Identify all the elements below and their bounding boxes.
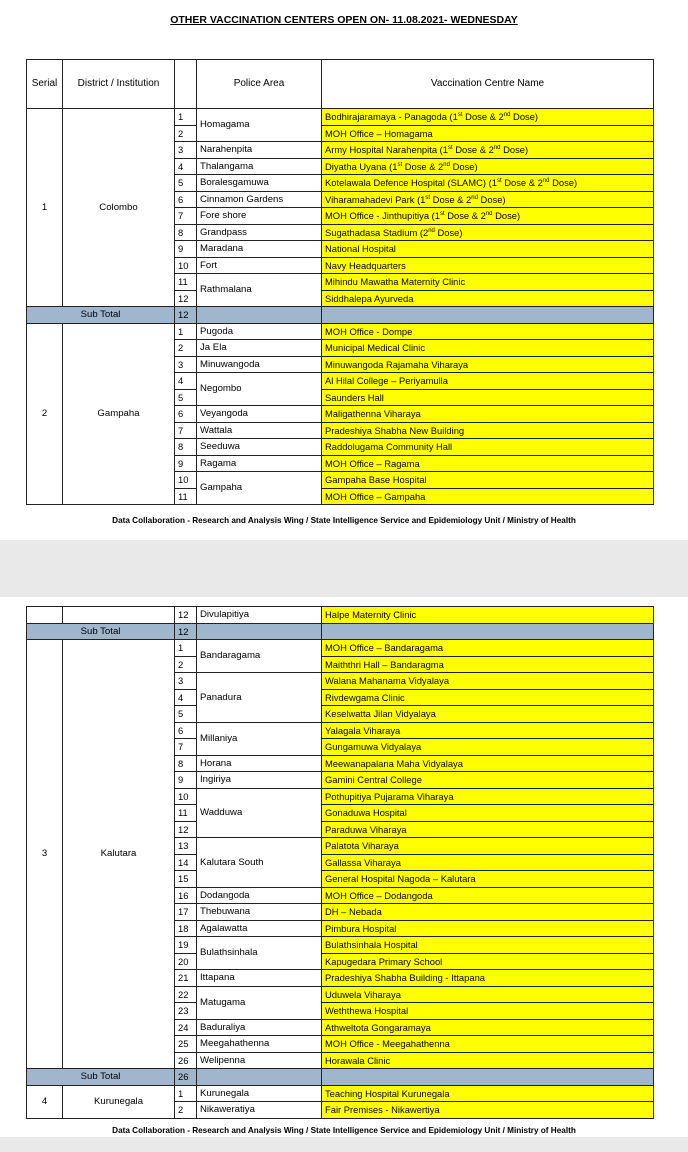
vaccination-centre-cell: Kapugedara Primary School xyxy=(322,953,654,970)
table-row xyxy=(27,323,654,340)
document-title: OTHER VACCINATION CENTERS OPEN ON- 11.08.2021- WEDNESDAY xyxy=(170,14,518,26)
subtotal-empty xyxy=(197,623,322,640)
row-number-cell: 9 xyxy=(175,772,197,789)
subtotal-value: 12 xyxy=(175,623,197,640)
vaccination-centre-cell: Halpe Maternity Clinic xyxy=(322,607,654,624)
row-number-cell: 7 xyxy=(175,422,197,439)
vaccination-centre-cell: Raddolugama Community Hall xyxy=(322,439,654,456)
vaccination-centre-cell: Rivdewgama Clinic xyxy=(322,689,654,706)
row-number-cell: 8 xyxy=(175,224,197,241)
vaccination-centre-cell: Gonaduwa Hospital xyxy=(322,805,654,822)
vaccination-centre-cell: DH – Nebada xyxy=(322,904,654,921)
district-cell: Kalutara xyxy=(63,640,175,1069)
row-number-cell: 6 xyxy=(175,722,197,739)
row-number-cell: 16 xyxy=(175,887,197,904)
police-area-cell: Fort xyxy=(197,257,322,274)
vaccination-centre-cell: Fair Premises - Nikawertiya xyxy=(322,1102,654,1119)
vaccination-centre-cell: Viharamahadevi Park (1st Dose & 2nd Dose) xyxy=(322,191,654,208)
vaccination-centre-cell: Pradeshiya Shabha New Building xyxy=(322,422,654,439)
row-number-cell: 9 xyxy=(175,455,197,472)
subtotal-row xyxy=(27,623,654,640)
vaccination-centre-cell: MOH Office – Homagama xyxy=(322,125,654,142)
police-area-cell: Gampaha xyxy=(197,472,322,505)
vaccination-centre-cell: Saunders Hall xyxy=(322,389,654,406)
vaccination-centre-cell: Maligathenna Viharaya xyxy=(322,406,654,423)
row-number-cell: 10 xyxy=(175,788,197,805)
police-area-cell: Kurunegala xyxy=(197,1085,322,1102)
row-number-cell: 3 xyxy=(175,142,197,159)
row-number-cell: 7 xyxy=(175,208,197,225)
header-serial: Serial xyxy=(27,60,63,109)
police-area-cell: Thalangama xyxy=(197,158,322,175)
row-number-cell: 21 xyxy=(175,970,197,987)
vaccination-centre-cell: National Hospital xyxy=(322,241,654,258)
police-area-cell: Divulapitiya xyxy=(197,607,322,624)
vaccination-centre-cell: MOH Office – Dodangoda xyxy=(322,887,654,904)
district-cell: Colombo xyxy=(63,109,175,307)
row-number-cell: 26 xyxy=(175,1052,197,1069)
row-number-cell: 5 xyxy=(175,706,197,723)
vaccination-centre-cell: Municipal Medical Clinic xyxy=(322,340,654,357)
subtotal-row xyxy=(27,307,654,324)
header-number xyxy=(175,60,197,109)
vaccination-centre-cell: Mihindu Mawatha Maternity Clinic xyxy=(322,274,654,291)
district-cell xyxy=(63,607,175,624)
vaccination-centre-cell: Gampaha Base Hospital xyxy=(322,472,654,489)
vaccination-centre-cell: Paraduwa Viharaya xyxy=(322,821,654,838)
vaccination-centre-cell: Minuwangoda Rajamaha Viharaya xyxy=(322,356,654,373)
vaccination-centre-cell: Weththewa Hospital xyxy=(322,1003,654,1020)
vaccination-centre-cell: Pradeshiya Shabha Building - Ittapana xyxy=(322,970,654,987)
row-number-cell: 18 xyxy=(175,920,197,937)
vaccination-centre-cell: Athweltota Gongaramaya xyxy=(322,1019,654,1036)
vaccination-centre-cell: Palatota Viharaya xyxy=(322,838,654,855)
vaccination-centre-cell: Army Hospital Narahenpita (1st Dose & 2nd Dose) xyxy=(322,142,654,159)
row-number-cell: 15 xyxy=(175,871,197,888)
police-area-cell: Horana xyxy=(197,755,322,772)
police-area-cell: Ragama xyxy=(197,455,322,472)
vaccination-centre-cell: Maiththri Hall – Bandaragma xyxy=(322,656,654,673)
row-number-cell: 1 xyxy=(175,109,197,126)
vaccination-centre-cell: Yalagala Viharaya xyxy=(322,722,654,739)
vaccination-centre-cell: Diyatha Uyana (1st Dose & 2nd Dose) xyxy=(322,158,654,175)
row-number-cell: 12 xyxy=(175,607,197,624)
row-number-cell: 3 xyxy=(175,673,197,690)
row-number-cell: 4 xyxy=(175,373,197,390)
header-police-area: Police Area xyxy=(197,60,322,109)
vaccination-centre-cell: MOH Office – Gampaha xyxy=(322,488,654,505)
police-area-cell: Welipenna xyxy=(197,1052,322,1069)
row-number-cell: 24 xyxy=(175,1019,197,1036)
vaccination-table-page-2 xyxy=(26,606,654,1119)
footer-credit: Data Collaboration - Research and Analysis Wing / State Intelligence Service and Epidemiology Unit / Ministry of Health xyxy=(112,1126,576,1135)
police-area-cell: Baduraliya xyxy=(197,1019,322,1036)
vaccination-centre-cell: Gallassa Viharaya xyxy=(322,854,654,871)
footer-credit: Data Collaboration - Research and Analysis Wing / State Intelligence Service and Epidemiology Unit / Ministry of Health xyxy=(112,516,576,525)
vaccination-centre-cell: Sugathadasa Stadium (2nd Dose) xyxy=(322,224,654,241)
vaccination-centre-cell: Horawala Clinic xyxy=(322,1052,654,1069)
row-number-cell: 8 xyxy=(175,755,197,772)
row-number-cell: 23 xyxy=(175,1003,197,1020)
police-area-cell: Grandpass xyxy=(197,224,322,241)
vaccination-centre-cell: MOH Office - Jinthupitiya (1st Dose & 2nd Dose) xyxy=(322,208,654,225)
serial-cell xyxy=(27,607,63,624)
row-number-cell: 2 xyxy=(175,340,197,357)
police-area-cell: Kalutara South xyxy=(197,838,322,888)
serial-cell: 3 xyxy=(27,640,63,1069)
police-area-cell: Cinnamon Gardens xyxy=(197,191,322,208)
row-number-cell: 20 xyxy=(175,953,197,970)
subtotal-empty xyxy=(197,307,322,324)
row-number-cell: 1 xyxy=(175,1085,197,1102)
row-number-cell: 2 xyxy=(175,656,197,673)
subtotal-value: 12 xyxy=(175,307,197,324)
police-area-cell: Bulathsinhala xyxy=(197,937,322,970)
row-number-cell: 3 xyxy=(175,356,197,373)
row-number-cell: 22 xyxy=(175,986,197,1003)
row-number-cell: 10 xyxy=(175,257,197,274)
police-area-cell: Wadduwa xyxy=(197,788,322,838)
vaccination-centre-cell: MOH Office – Bandaragama xyxy=(322,640,654,657)
subtotal-empty xyxy=(197,1069,322,1086)
subtotal-empty xyxy=(322,307,654,324)
subtotal-empty xyxy=(322,623,654,640)
subtotal-label: Sub Total xyxy=(27,1069,175,1086)
subtotal-row xyxy=(27,1069,654,1086)
row-number-cell: 4 xyxy=(175,689,197,706)
vaccination-centre-cell: MOH Office - Meegahathenna xyxy=(322,1036,654,1053)
vaccination-centre-cell: Bulathsinhala Hospital xyxy=(322,937,654,954)
police-area-cell: Seeduwa xyxy=(197,439,322,456)
police-area-cell: Agalawatta xyxy=(197,920,322,937)
police-area-cell: Negombo xyxy=(197,373,322,406)
vaccination-centre-cell: Bodhirajaramaya - Panagoda (1st Dose & 2nd Dose) xyxy=(322,109,654,126)
police-area-cell: Maradana xyxy=(197,241,322,258)
table-row xyxy=(27,607,654,624)
row-number-cell: 11 xyxy=(175,274,197,291)
vaccination-centre-cell: Teaching Hospital Kurunegala xyxy=(322,1085,654,1102)
vaccination-centre-cell: Keselwatta Jilan Vidyalaya xyxy=(322,706,654,723)
serial-cell: 4 xyxy=(27,1085,63,1118)
row-number-cell: 6 xyxy=(175,406,197,423)
police-area-cell: Bandaragama xyxy=(197,640,322,673)
vaccination-centre-cell: Kotelawala Defence Hospital (SLAMC) (1st Dose & 2nd Dose) xyxy=(322,175,654,192)
serial-cell: 2 xyxy=(27,323,63,505)
row-number-cell: 2 xyxy=(175,125,197,142)
row-number-cell: 10 xyxy=(175,472,197,489)
header-centre: Vaccination Centre Name xyxy=(322,60,654,109)
vaccination-centre-cell: General Hospital Nagoda – Kalutara xyxy=(322,871,654,888)
row-number-cell: 11 xyxy=(175,805,197,822)
row-number-cell: 1 xyxy=(175,323,197,340)
vaccination-centre-cell: Gamini Central College xyxy=(322,772,654,789)
police-area-cell: Nikaweratiya xyxy=(197,1102,322,1119)
vaccination-centre-cell: Meewanapalana Maha Vidyalaya xyxy=(322,755,654,772)
row-number-cell: 5 xyxy=(175,389,197,406)
police-area-cell: Ingiriya xyxy=(197,772,322,789)
police-area-cell: Dodangoda xyxy=(197,887,322,904)
vaccination-centre-cell: Navy Headquarters xyxy=(322,257,654,274)
table-row xyxy=(27,640,654,657)
police-area-cell: Ja Ela xyxy=(197,340,322,357)
row-number-cell: 1 xyxy=(175,640,197,657)
header-district: District / Institution xyxy=(63,60,175,109)
vaccination-centre-cell: MOH Office - Dompe xyxy=(322,323,654,340)
police-area-cell: Boralesgamuwa xyxy=(197,175,322,192)
vaccination-centre-cell: Pothupitiya Pujarama Viharaya xyxy=(322,788,654,805)
row-number-cell: 6 xyxy=(175,191,197,208)
row-number-cell: 7 xyxy=(175,739,197,756)
police-area-cell: Matugama xyxy=(197,986,322,1019)
police-area-cell: Millaniya xyxy=(197,722,322,755)
row-number-cell: 12 xyxy=(175,821,197,838)
serial-cell: 1 xyxy=(27,109,63,307)
vaccination-centre-cell: Gungamuwa Vidyalaya xyxy=(322,739,654,756)
police-area-cell: Panadura xyxy=(197,673,322,723)
subtotal-value: 26 xyxy=(175,1069,197,1086)
row-number-cell: 13 xyxy=(175,838,197,855)
row-number-cell: 2 xyxy=(175,1102,197,1119)
police-area-cell: Narahenpita xyxy=(197,142,322,159)
row-number-cell: 8 xyxy=(175,439,197,456)
police-area-cell: Rathmalana xyxy=(197,274,322,307)
police-area-cell: Minuwangoda xyxy=(197,356,322,373)
subtotal-empty xyxy=(322,1069,654,1086)
vaccination-table-page-1 xyxy=(26,59,654,505)
vaccination-centre-cell: MOH Office – Ragama xyxy=(322,455,654,472)
district-cell: Kurunegala xyxy=(63,1085,175,1118)
police-area-cell: Homagama xyxy=(197,109,322,142)
police-area-cell: Ittapana xyxy=(197,970,322,987)
row-number-cell: 5 xyxy=(175,175,197,192)
row-number-cell: 25 xyxy=(175,1036,197,1053)
table-row xyxy=(27,1085,654,1102)
district-cell: Gampaha xyxy=(63,323,175,505)
vaccination-centre-cell: Pimbura Hospital xyxy=(322,920,654,937)
vaccination-centre-cell: Al Hilal College – Periyamulla xyxy=(322,373,654,390)
vaccination-centre-cell: Uduwela Viharaya xyxy=(322,986,654,1003)
subtotal-label: Sub Total xyxy=(27,623,175,640)
vaccination-centre-cell: Siddhalepa Ayurveda xyxy=(322,290,654,307)
police-area-cell: Veyangoda xyxy=(197,406,322,423)
row-number-cell: 9 xyxy=(175,241,197,258)
row-number-cell: 11 xyxy=(175,488,197,505)
police-area-cell: Wattala xyxy=(197,422,322,439)
police-area-cell: Thebuwana xyxy=(197,904,322,921)
row-number-cell: 12 xyxy=(175,290,197,307)
row-number-cell: 17 xyxy=(175,904,197,921)
police-area-cell: Pugoda xyxy=(197,323,322,340)
vaccination-centre-cell: Walana Mahanama Vidyalaya xyxy=(322,673,654,690)
row-number-cell: 4 xyxy=(175,158,197,175)
subtotal-label: Sub Total xyxy=(27,307,175,324)
row-number-cell: 19 xyxy=(175,937,197,954)
row-number-cell: 14 xyxy=(175,854,197,871)
police-area-cell: Fore shore xyxy=(197,208,322,225)
table-row xyxy=(27,109,654,126)
police-area-cell: Meegahathenna xyxy=(197,1036,322,1053)
